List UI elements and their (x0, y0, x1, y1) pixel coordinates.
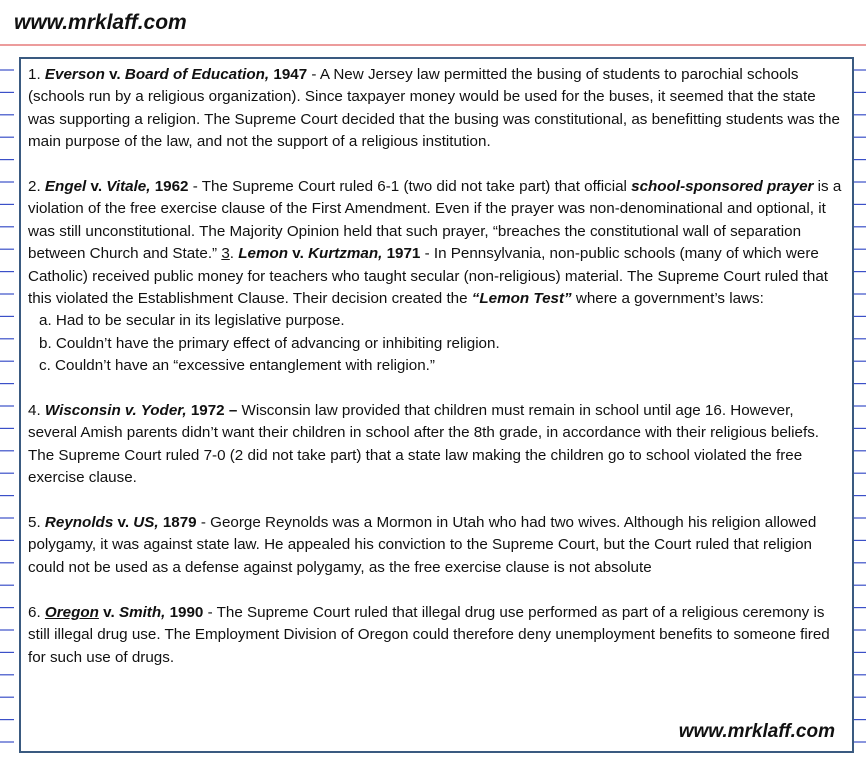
site-title-footer: www.mrklaff.com (678, 721, 835, 742)
right-rule-stubs (854, 70, 866, 742)
case-list (28, 64, 846, 669)
case-wisconsin: 4. Wisconsin v. Yoder, 1972 – Wisconsin law provided that children must remain in school until age 16. However, several Amish parents didn’t want their children in school after the 8th grade, in accordance with their religious beliefs. The Supreme Court ruled 7-0 (2 did not take part) that a state law making the children go to school violated the free exercise clause. (28, 402, 820, 487)
lemon-test-item-b: b. Couldn’t have the primary effect of advancing or inhibiting religion. (39, 334, 500, 352)
case-reynolds: 5. Reynolds v. US, 1879 - George Reynolds was a Mormon in Utah who had two wives. Although his religion allowed polygamy, it was against state law. He appealed his conviction to the Supreme Court, but the Court ruled that religion could not be used as a defense against polygamy, as the free exercise clause is not absolute (28, 514, 817, 576)
lemon-test-item-a: a. Had to be secular in its legislative purpose. (39, 312, 345, 330)
lemon-test-item-c: c. Couldn’t have an “excessive entanglement with religion.” (39, 357, 435, 375)
case-engel-lemon: 2. Engel v. Vitale, 1962 - The Supreme Court ruled 6-1 (two did not take part) that official school-sponsored prayer is a violation of the free exercise clause of the First Amendment. Even if the prayer was non-denominational and optional, it was still unconstitutional. The Majority Opinion held that such prayer, “breaches the constitutional wall of separation between Church and State.” 3. Lemon v. Kurtzman, 1971 - In Pennsylvania, non-public schools (many of which were Catholic) received public money for teachers who taught secular (non-religious) material. The Supreme Court ruled that this violated the Establishment Clause. Their decision created the “Lemon Test” where a government’s laws: (28, 178, 842, 308)
case-summary-box (19, 57, 854, 753)
case-oregon: 6. Oregon v. Smith, 1990 - The Supreme Court ruled that illegal drug use performed as part of a religious ceremony is still illegal drug use. The Employment Division of Oregon could therefore deny unemployment benefits to someone fired for such use of drugs. (28, 603, 830, 666)
left-rule-stubs (0, 70, 14, 742)
case-everson: 1. Everson v. Board of Education, 1947 - A New Jersey law permitted the busing of students to parochial schools (schools run by a religious organization). Since taxpayer money would be used for the buses, it seemed that the state was supporting a religion. The Supreme Court decided that the busing was constitutional, as benefitting students was the main purpose of the law, and not the support of a religious institution. (28, 66, 840, 151)
site-title-header: www.mrklaff.com (14, 11, 187, 34)
